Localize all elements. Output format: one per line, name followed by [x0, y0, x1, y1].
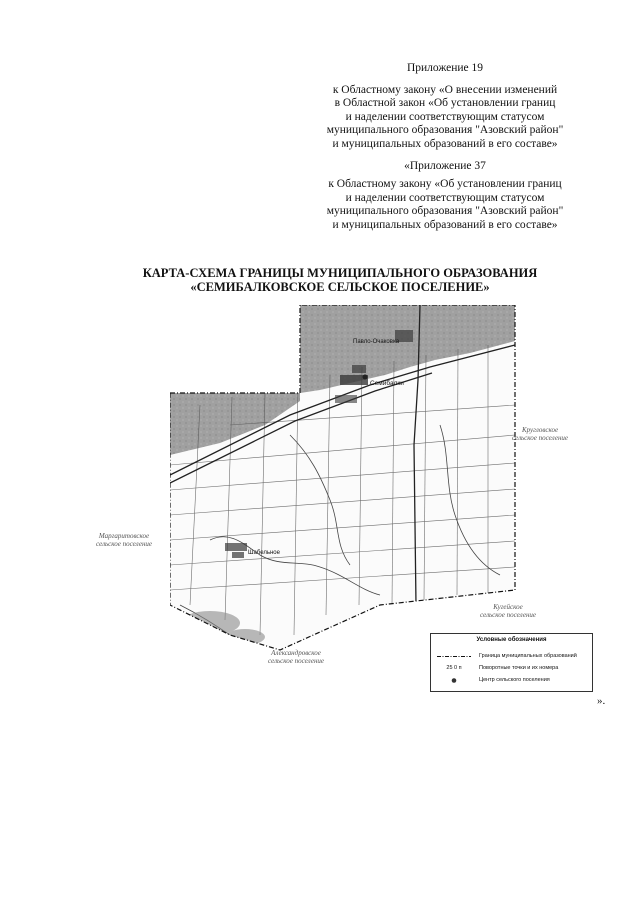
appendix-37-heading-block: [300, 160, 590, 174]
appendix-19-heading: Приложение 19: [406, 62, 484, 74]
legend-row-boundary: [435, 652, 588, 661]
boundary-line-icon: [435, 652, 473, 661]
law2-line: и наделении соответствующим статусом: [345, 191, 545, 204]
appendix-19-block: [300, 62, 590, 151]
place-label-semibalki: Семибалки: [370, 380, 404, 387]
map-title-line: «СЕМИБАЛКОВСКОЕ СЕЛЬСКОЕ ПОСЕЛЕНИЕ»: [190, 280, 490, 294]
legend-text: Поворотные точки и их номера: [479, 665, 559, 671]
law2-line: муниципального образования "Азовский район": [326, 205, 564, 217]
law1-line: в Областной закон «Об установлении границ: [334, 97, 556, 109]
law2-line: и муниципальных образований в его составе»: [332, 218, 558, 231]
law2-line: к Областному закону «Об установлении границ: [328, 178, 562, 190]
center-dot-icon: [435, 676, 473, 685]
legend-row-center: [435, 676, 588, 685]
map-title-line: КАРТА-СХЕМА ГРАНИЦЫ МУНИЦИПАЛЬНОГО ОБРАЗОВАНИЯ: [142, 266, 538, 280]
neighbor-label-aleksandrovskoe: Александровское сельское поселение: [268, 649, 325, 665]
map-title: [100, 266, 580, 294]
law1-line: муниципального образования "Азовский район": [326, 124, 564, 136]
appendix-37-heading: «Приложение 37: [404, 160, 486, 172]
neighbor-label-kugeyskoe: Кугейское сельское поселение: [480, 603, 537, 619]
law1-line: и наделении соответствующим статусом: [345, 110, 545, 123]
legend-text: Центр сельского поселения: [479, 677, 550, 683]
neighbor-label-margaritovskoe: Маргаритовское сельское поселение: [96, 532, 153, 548]
closing-quote-mark: ».: [597, 695, 606, 707]
legend-row-points: [435, 664, 588, 673]
map-legend: [430, 633, 593, 692]
legend-text: Граница муниципальных образований: [479, 653, 577, 659]
legend-title: Условные обозначения: [476, 637, 547, 643]
law1-line: к Областному закону «О внесении изменений: [332, 83, 558, 96]
neighbor-label-kruglovskoe: Кругловское сельское поселение: [512, 426, 569, 442]
map-scheme: [170, 305, 530, 670]
law1-line: и муниципальных образований в его составе»: [332, 137, 558, 150]
turning-point-icon: 25 0 п: [446, 665, 462, 671]
place-label-pavlo-ochakovka: Павло-Очаковка: [353, 339, 400, 345]
settlement-center-marker: [363, 375, 368, 380]
place-label-shabelnoe: Шабельное: [248, 550, 280, 556]
appendix-37-block: [300, 178, 590, 232]
